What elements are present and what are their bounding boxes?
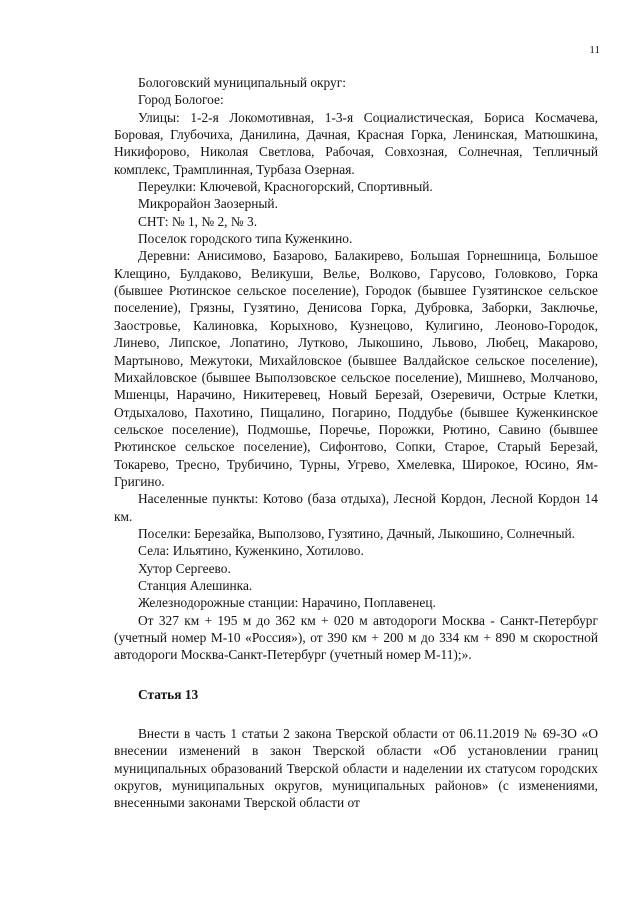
paragraph-settlements: Поселки: Березайка, Выползово, Гузятино, Дачный, Лыкошино, Солнечный.: [138, 525, 575, 541]
paragraph-khutor: Хутор Сергеево.: [138, 560, 231, 576]
paragraph-selo: Села: Ильятино, Куженкино, Хотилово.: [138, 543, 364, 559]
paragraph-district: Бологовский муниципальный округ:: [138, 75, 346, 90]
paragraph-roads: От 327 км + 195 м до 362 км + 020 м автодороги Москва - Санкт-Петербург (учетный номер М-10 «Россия»), от 390 км + 200 м до 334 км + 890 м скоростной автодороги Москва-Санкт-Петербург (учетный номер М-11);».: [114, 612, 598, 663]
paragraph-streets: Улицы: 1-2-я Локомотивная, 1-3-я Социалистическая, Бориса Космачева, Боровая, Глубочиха, Данилина, Дачная, Красная Горка, Ленинская, Матюшкина, Никифорово, Николая Светлова, Рабочая, Совхозная, Солнечная, Тепличный комплекс, Трамплинная, Турбаза Озерная.: [114, 109, 598, 177]
page-number: 11: [589, 44, 600, 56]
paragraph-microdistrict: Микрорайон Заозерный.: [138, 196, 278, 212]
paragraph-city: Город Бологое:: [138, 92, 224, 108]
paragraph-railway-stations: Железнодорожные станции: Нарачино, Поплавенец.: [138, 595, 436, 611]
paragraph-station: Станция Алешинка.: [138, 577, 253, 593]
paragraph-snt: СНТ: № 1, № 2, № 3.: [138, 213, 258, 229]
paragraph-settlement: Поселок городского типа Куженкино.: [138, 231, 353, 247]
article-heading: Статья 13: [138, 686, 199, 702]
paragraph-lanes: Переулки: Ключевой, Красногорский, Спортивный.: [138, 179, 433, 195]
paragraph-localities: Населенные пункты: Котово (база отдыха), Лесной Кордон, Лесной Кордон 14 км.: [114, 491, 598, 524]
document-body: [114, 74, 598, 812]
paragraph-article-13: Внести в часть 1 статьи 2 закона Тверской области от 06.11.2019 № 69-ЗО «О внесении изменений в закон Тверской области «Об установлении границ муниципальных образований Тверской области и наделении их статусом городских округов, муниципальных округов, муниципальных районов» (с изменениями, внесенными законами Тверской области от: [114, 726, 598, 811]
paragraph-villages: Деревни: Анисимово, Базарово, Балакирево, Большая Горнешница, Большое Клещино, Булдаково, Великуши, Велье, Волково, Гарусово, Головково, Горка (бывшее Рютинское сельское поселение), Городок (бывшее Гузятинское сельское поселение), Грязны, Гузятино, Денисова Горка, Дубровка, Заборки, Заключье, Заостровье, Калиновка, Корыхново, Кузнецово, Кулигино, Леоново-Городок, Линево, Липское, Лопатино, Лутково, Лыкошино, Львово, Любец, Макарово, Мартыново, Межутоки, Михайловское (бывшее Валдайское сельское поселение), Михайловское (бывшее Выползовское сельское поселение), Мишнево, Молчановo, Мшенцы, Нарачино, Никитеревец, Новый Березай, Озеревичи, Острые Клетки, Отдыхалово, Пахотино, Пищалино, Погарино, Поддубье (бывшее Куженкинское сельское поселение), Подмошье, Поречье, Порожки, Рютино, Савино (бывшее Рютинское сельское поселение), Сифонтово, Сопки, Старое, Старый Березай, Токарево, Тресно, Трубичино, Турны, Угрево, Хмелевка, Широкое, Юсино, Ям-Григино.: [114, 248, 598, 489]
